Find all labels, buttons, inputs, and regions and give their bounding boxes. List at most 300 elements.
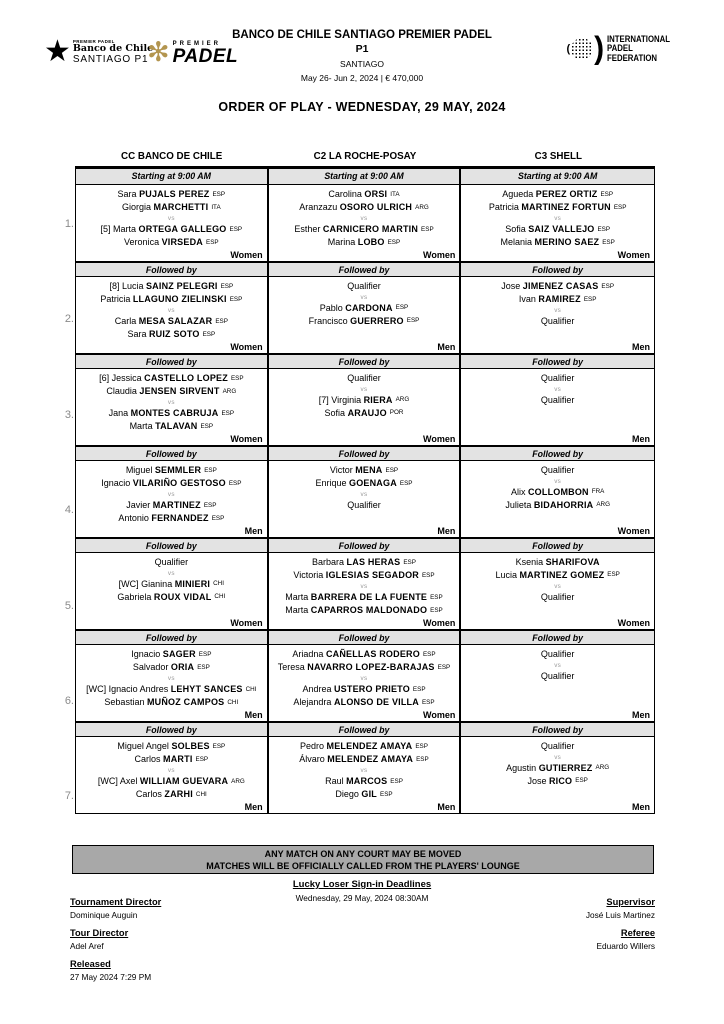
tournament-title: BANCO DE CHILE SANTIAGO PREMIER PADEL	[232, 29, 492, 41]
country-code: ESP	[385, 466, 399, 474]
vs-label: vs	[167, 569, 175, 577]
country-code: ESP	[421, 225, 434, 233]
player-first-name: Jose	[501, 281, 523, 291]
country-code: ESP	[601, 282, 615, 290]
match-cell	[269, 645, 462, 721]
country-code: ARG	[395, 396, 410, 403]
match-cell	[76, 277, 269, 353]
player-first-name: Gianina	[141, 578, 175, 589]
row-number: 5.	[64, 599, 74, 612]
player-line	[461, 280, 654, 293]
player-last-name: LAS HERAS	[346, 557, 401, 567]
category-label: Men	[632, 434, 650, 444]
slot-band-label: Followed by	[76, 353, 269, 369]
player-line	[269, 604, 460, 617]
court-header-3: C3 SHELL	[534, 151, 582, 162]
court-header-1: CC BANCO DE CHILE	[121, 151, 223, 162]
player-last-name: MARCHETTI	[153, 202, 209, 212]
released-label: Released	[70, 959, 111, 969]
country-code: ESP	[430, 593, 443, 601]
country-code: ESP	[204, 466, 217, 474]
player-last-name: CASTELLO LOPEZ	[144, 373, 228, 383]
player-last-name: IGLESIAS SEGADOR	[325, 570, 419, 580]
player-first-name: Agustin	[506, 762, 539, 773]
country-code: ESP	[202, 330, 216, 338]
country-code: POR	[389, 409, 404, 416]
player-last-name: ORSI	[364, 189, 388, 199]
footer-left-column	[70, 897, 161, 990]
player-first-name: Carla	[114, 316, 139, 326]
court-header-2: C2 LA ROCHE-POSAY	[313, 151, 417, 162]
star-icon: ★	[44, 35, 71, 68]
player-line	[269, 788, 460, 801]
player-first-name: Marta	[113, 224, 139, 234]
player-first-name: Ariadna	[292, 649, 326, 659]
qualifier-line: Qualifier	[154, 557, 189, 567]
tournament-title-block	[162, 29, 562, 83]
row-number: 3.	[64, 408, 74, 421]
vs-label: vs	[554, 753, 562, 761]
player-first-name: Melania	[500, 237, 535, 247]
country-code: ARG	[222, 387, 237, 395]
vs-label: vs	[554, 307, 562, 314]
player-line	[76, 661, 267, 674]
player-first-name: Axel	[119, 776, 140, 786]
seed-label: [8]	[109, 281, 122, 291]
player-line	[76, 280, 267, 293]
player-line	[461, 201, 654, 214]
category-label: Women	[422, 618, 456, 628]
padel-wordmark: PADEL	[172, 45, 239, 67]
row-number: 2.	[64, 313, 74, 326]
schedule-table-body	[75, 166, 655, 814]
seed-label: [6]	[99, 373, 112, 383]
player-first-name: Sofia	[505, 224, 529, 234]
player-first-name: Pedro	[300, 741, 327, 751]
match-cell	[76, 737, 269, 813]
player-line	[76, 464, 267, 477]
player-last-name: CAPARROS MALDONADO	[310, 605, 428, 615]
ipf-logo-text	[607, 35, 670, 64]
category-label: Women	[617, 526, 650, 536]
santiago-p1-wordmark: SANTIAGO P1	[72, 54, 149, 65]
vs-label: vs	[360, 215, 368, 222]
player-first-name: Miguel	[125, 465, 155, 475]
slot-band-label: Starting at 9:00 AM	[461, 169, 654, 185]
player-first-name: Javier	[126, 500, 153, 510]
slot-band-label: Followed by	[461, 721, 654, 737]
player-line	[269, 556, 460, 569]
player-first-name: Marina	[327, 237, 358, 247]
country-code: ESP	[228, 479, 242, 487]
player-first-name: Ignacio	[131, 649, 163, 659]
player-line	[76, 293, 267, 306]
country-code: CHI	[213, 580, 224, 587]
player-last-name: MARTINEZ FORTUN	[521, 202, 611, 212]
supervisor-label: Supervisor	[606, 897, 655, 907]
player-first-name: Carlos	[135, 789, 165, 799]
player-first-name: Enrique	[315, 478, 349, 488]
vs-label: vs	[167, 307, 175, 314]
category-label: Men	[632, 802, 650, 812]
match-cell	[76, 185, 269, 261]
row-number: 6.	[64, 695, 74, 707]
player-line	[76, 223, 267, 236]
player-first-name: Sara	[117, 189, 140, 199]
category-label: Women	[230, 434, 263, 444]
country-code: ESP	[421, 571, 435, 579]
match-cell	[461, 185, 654, 261]
category-label: Men	[244, 526, 263, 536]
player-last-name: CAÑELLAS RODERO	[325, 649, 420, 659]
row-number-gutter	[56, 169, 74, 839]
match-cell	[76, 553, 269, 629]
vs-label: vs	[167, 399, 175, 406]
player-first-name: Agueda	[502, 189, 536, 199]
ipf-ball-icon	[571, 38, 593, 60]
row-number: 1.	[64, 218, 74, 230]
country-code: ESP	[220, 282, 234, 290]
country-code: ESP	[422, 650, 436, 658]
qualifier-line: Qualifier	[540, 741, 575, 751]
country-code: ESP	[230, 374, 244, 382]
player-last-name: CARNICERO MARTIN	[322, 224, 419, 234]
slot-band-label: Followed by	[461, 445, 654, 461]
player-first-name: Jessica	[111, 373, 145, 383]
vs-label: vs	[360, 675, 368, 682]
match-cell	[461, 737, 654, 813]
tour-director-name: Adel Aref	[70, 941, 104, 951]
player-last-name: ORTEGA GALLEGO	[138, 224, 227, 234]
player-line	[76, 648, 267, 661]
category-label: Women	[422, 250, 456, 260]
country-code: ESP	[597, 225, 611, 233]
category-label: Men	[244, 802, 263, 812]
schedule-table	[75, 150, 655, 814]
vs-label: vs	[554, 385, 562, 393]
player-first-name: Marta	[129, 421, 156, 431]
player-last-name: ZARHI	[164, 789, 193, 799]
player-first-name: Sofia	[324, 407, 348, 418]
player-line	[76, 385, 267, 398]
player-first-name: Sara	[127, 329, 149, 339]
player-last-name: MENA	[355, 465, 383, 475]
category-label: Women	[617, 618, 650, 628]
country-code: ESP	[215, 317, 228, 325]
country-code: ARG	[415, 203, 429, 211]
player-line	[461, 486, 654, 499]
player-first-name: Andrea	[302, 684, 334, 694]
match-cell	[269, 185, 462, 261]
qualifier-line: Qualifier	[347, 373, 381, 383]
ipf-line-2: PADEL	[607, 43, 633, 55]
category-label: Women	[617, 250, 650, 260]
player-last-name: RAMIREZ	[538, 294, 581, 304]
slot-band-label: Starting at 9:00 AM	[269, 169, 462, 185]
country-code: ESP	[430, 606, 443, 614]
player-line	[269, 477, 460, 490]
slot-band-label: Followed by	[269, 721, 462, 737]
match-cell	[461, 277, 654, 353]
seed-label: [WC]	[86, 684, 109, 694]
player-last-name: GUERRERO	[350, 315, 404, 326]
country-code: ARG	[231, 777, 245, 785]
player-last-name: MELENDEZ AMAYA	[327, 754, 414, 764]
tournament-dates-prize: May 26- Jun 2, 2024 | € 470,000	[300, 73, 424, 83]
vs-label: vs	[360, 491, 368, 498]
player-last-name: PUJALS PEREZ	[139, 189, 210, 199]
player-last-name: MELENDEZ AMAYA	[326, 741, 413, 751]
premier-padel-flower-icon: ✻	[147, 37, 170, 67]
player-last-name: JIMENEZ CASAS	[522, 281, 599, 291]
country-code: ESP	[399, 479, 413, 487]
player-first-name: Sebastian	[104, 697, 147, 707]
player-line	[76, 578, 267, 591]
country-code: ESP	[206, 238, 219, 246]
match-cell	[461, 645, 654, 721]
country-code: ESP	[212, 190, 226, 198]
slot-band-label: Followed by	[461, 629, 654, 645]
referee-label: Referee	[620, 928, 655, 938]
footer-right-column	[586, 897, 655, 959]
qualifier-line: Qualifier	[347, 281, 381, 291]
qualifier-line: Qualifier	[540, 465, 575, 475]
player-line	[461, 775, 654, 788]
player-line	[269, 648, 460, 661]
player-line	[269, 394, 460, 407]
page-title: ORDER OF PLAY - WEDNESDAY, 29 MAY, 2024	[218, 100, 506, 114]
ipf-left-arc-icon: (	[566, 43, 571, 55]
player-first-name: Gabriela	[117, 591, 154, 602]
country-code: ESP	[613, 203, 627, 211]
player-line	[76, 315, 267, 328]
qualifier-line: Qualifier	[540, 394, 575, 405]
country-code: FRA	[591, 488, 605, 495]
player-line	[461, 499, 654, 512]
match-cell	[461, 461, 654, 537]
player-last-name: CARDONA	[345, 302, 393, 313]
player-line	[461, 236, 654, 249]
player-last-name: GUTIERREZ	[538, 762, 593, 773]
country-code: ESP	[387, 238, 401, 246]
player-line	[461, 762, 654, 775]
player-line	[76, 740, 267, 753]
vs-label: vs	[167, 215, 175, 222]
player-line	[76, 236, 267, 249]
country-code: ESP	[607, 571, 620, 578]
player-first-name: Lucia	[495, 569, 520, 580]
tour-director-label: Tour Director	[70, 928, 129, 938]
player-first-name: Lucia	[121, 281, 146, 291]
supervisor-name: José Luis Martinez	[585, 910, 655, 920]
player-last-name: ORIA	[170, 662, 195, 672]
match-cell	[269, 737, 462, 813]
player-first-name: Teresa	[277, 662, 308, 672]
category-label: Men	[437, 802, 456, 812]
player-line	[269, 775, 460, 788]
country-code: ESP	[583, 295, 597, 303]
slot-band-label: Followed by	[269, 445, 462, 461]
player-line	[269, 683, 460, 696]
player-line	[269, 696, 460, 709]
qualifier-line: Qualifier	[540, 316, 575, 326]
country-code: ESP	[200, 422, 214, 430]
player-first-name: Diego	[335, 789, 362, 799]
player-last-name: MARTINEZ GOMEZ	[519, 569, 605, 580]
player-last-name: TALAVAN	[155, 421, 198, 431]
player-line	[269, 188, 460, 201]
player-last-name: USTERO PRIETO	[333, 684, 410, 694]
player-last-name: COLLOMBON	[527, 486, 589, 497]
player-last-name: SHARIFOVA	[545, 557, 600, 567]
player-last-name: LOBO	[357, 237, 385, 247]
player-line	[269, 591, 460, 604]
slot-band-label: Followed by	[461, 261, 654, 277]
player-first-name: Carlos	[134, 754, 164, 764]
vs-label: vs	[554, 215, 562, 222]
player-first-name: Claudia	[106, 386, 140, 396]
player-first-name: Victor	[329, 465, 356, 475]
country-code: ESP	[406, 317, 420, 324]
player-last-name: MINIERI	[174, 578, 211, 589]
country-code: ESP	[203, 501, 217, 509]
country-code: CHI	[227, 698, 239, 706]
country-code: ESP	[395, 304, 409, 311]
vs-label: vs	[360, 293, 368, 301]
player-line	[461, 223, 654, 236]
player-line	[76, 407, 267, 420]
player-last-name: LLAGUNO ZIELINSKI	[132, 294, 227, 304]
notice-banner	[72, 845, 654, 874]
country-code: ESP	[212, 742, 226, 750]
vs-label: vs	[360, 767, 368, 774]
player-last-name: SEMMLER	[154, 465, 202, 475]
row-number: 7.	[64, 790, 74, 803]
ipf-logo	[566, 31, 684, 66]
player-last-name: MARTINEZ	[152, 500, 201, 510]
country-code: CHI	[245, 685, 257, 693]
match-cell	[269, 553, 462, 629]
country-code: ITA	[211, 203, 221, 211]
player-line	[76, 499, 267, 512]
player-last-name: RUIZ SOTO	[148, 329, 200, 339]
player-line	[76, 696, 267, 709]
player-first-name: Ignacio Andres	[108, 684, 171, 694]
player-first-name: Patricia	[488, 202, 522, 212]
player-last-name: MARCOS	[346, 776, 388, 786]
tournament-director-label: Tournament Director	[70, 897, 162, 907]
referee-name: Eduardo Willers	[596, 941, 655, 951]
country-code: ARG	[595, 764, 610, 771]
qualifier-line: Qualifier	[540, 591, 575, 602]
tournament-city: SANTIAGO	[340, 59, 384, 69]
santiago-logo-text	[73, 39, 153, 66]
premier-wordmark: PREMIER	[172, 40, 221, 47]
row-number: 4.	[64, 504, 74, 517]
player-line	[76, 512, 267, 525]
player-line	[461, 293, 654, 306]
santiago-p1-logo	[44, 36, 153, 68]
vs-label: vs	[167, 767, 175, 774]
court-headers	[75, 150, 655, 166]
country-code: ESP	[403, 558, 416, 566]
slot-band-label: Followed by	[269, 261, 462, 277]
qualifier-line: Qualifier	[347, 500, 381, 510]
country-code: ESP	[198, 650, 212, 658]
match-cell	[269, 277, 462, 353]
banco-de-chile-wordmark: Banco de Chile	[72, 42, 154, 54]
player-line	[76, 201, 267, 214]
category-label: Women	[422, 710, 456, 720]
slot-band-label: Starting at 9:00 AM	[76, 169, 269, 185]
match-cell	[461, 369, 654, 445]
ipf-line-3: FEDERATION	[607, 52, 658, 64]
country-code: ESP	[229, 295, 243, 303]
category-label: Men	[244, 710, 263, 720]
category-label: Men	[632, 342, 650, 352]
seed-label: [WC]	[118, 578, 142, 589]
qualifier-line: Qualifier	[540, 649, 575, 659]
player-first-name: Álvaro	[299, 754, 328, 764]
country-code: ESP	[221, 409, 235, 417]
seed-label: [WC]	[97, 776, 120, 786]
player-first-name: Marta	[285, 592, 311, 602]
tournament-director-name: Dominique Auguin	[70, 910, 138, 920]
category-label: Women	[230, 250, 263, 260]
player-line	[76, 372, 267, 385]
country-code: ESP	[229, 225, 243, 233]
country-code: ESP	[416, 755, 429, 763]
player-line	[269, 302, 460, 315]
match-cell	[76, 369, 269, 445]
player-line	[269, 236, 460, 249]
player-last-name: ARAUJO	[347, 407, 387, 418]
player-line	[269, 569, 460, 582]
player-line	[269, 407, 460, 420]
match-cell	[76, 461, 269, 537]
seed-label: [5]	[100, 224, 114, 234]
tournament-category: P1	[355, 43, 369, 55]
player-last-name: BARRERA DE LA FUENTE	[310, 592, 428, 602]
player-last-name: SAGER	[162, 649, 196, 659]
player-first-name: Miguel Angel	[117, 741, 172, 751]
player-last-name: NAVARRO LOPEZ-BARAJAS	[307, 662, 435, 672]
player-last-name: SOLBES	[171, 741, 210, 751]
slot-band-label: Followed by	[269, 537, 462, 553]
player-first-name: Barbara	[312, 557, 347, 567]
player-first-name: Ivan	[518, 294, 539, 304]
player-line	[269, 661, 460, 674]
vs-label: vs	[167, 675, 175, 682]
player-last-name: ALONSO DE VILLA	[333, 697, 419, 707]
player-last-name: VILARIÑO GESTOSO	[132, 478, 226, 488]
player-last-name: JENSEN SIRVENT	[139, 386, 220, 396]
player-first-name: Raul	[325, 776, 347, 786]
player-last-name: SAIZ VALLEJO	[528, 224, 595, 234]
ipf-right-arc-icon: )	[594, 31, 605, 66]
vs-label: vs	[554, 477, 562, 485]
player-line	[269, 740, 460, 753]
player-last-name: RIERA	[363, 394, 393, 405]
slot-band-label: Followed by	[269, 353, 462, 369]
match-cell	[269, 461, 462, 537]
player-last-name: WILLIAM GUEVARA	[139, 776, 229, 786]
released-datetime: 27 May 2024 7:29 PM	[70, 972, 152, 982]
player-last-name: OSORO ULRICH	[339, 202, 413, 212]
lucky-loser-title: Lucky Loser Sign-in Deadlines	[292, 879, 432, 890]
player-line	[76, 420, 267, 433]
slot-band-label: Followed by	[461, 353, 654, 369]
